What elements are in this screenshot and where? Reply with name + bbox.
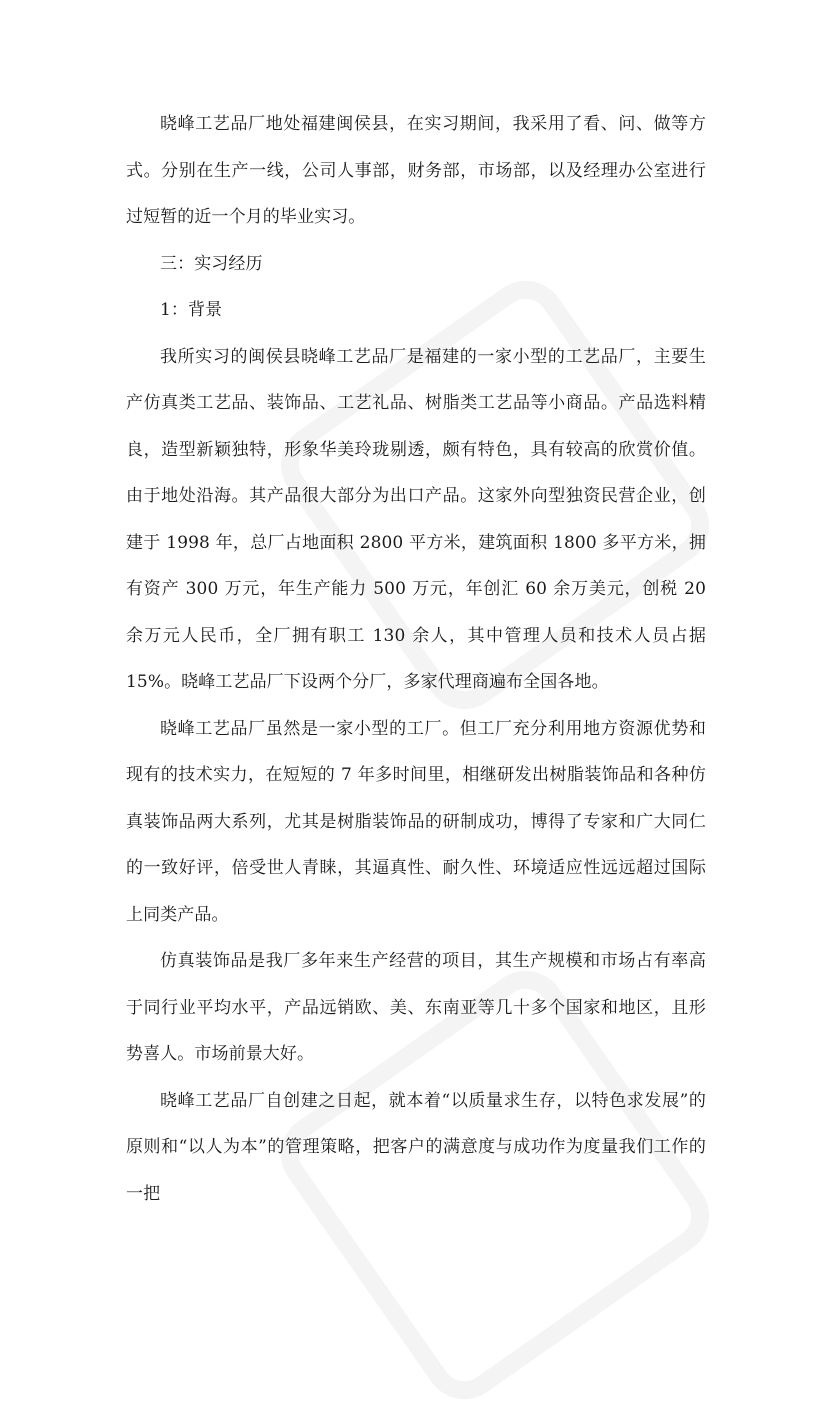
section-heading: 三：实习经历 [160, 253, 263, 274]
subsection-heading: 1：背景 [160, 300, 223, 320]
paragraph-technology: 晓峰工艺品厂虽然是一家小型的工厂。但工厂充分利用地方资源优势和现有的技术实力，在短短的 7 年多时间里，相继研发出树脂装饰品和各种仿真装饰品两大系列，尤其是树脂装饰品的研制成功，博得了专家和广大同仁的一致好评，倍受世人青睐，其逼真性、耐久性、环境适应性远远超过国际上同类产品。 [126, 718, 706, 925]
paragraph-principles: 晓峰工艺品厂自创建之日起，就本着“以质量求生存，以特色求发展”的原则和“以人为本”的管理策略，把客户的满意度与成功作为度量我们工作的一把 [126, 1090, 706, 1204]
paragraph-products: 仿真装饰品是我厂多年来生产经营的项目，其生产规模和市场占有率高于同行业平均水平，产品远销欧、美、东南亚等几十多个国家和地区，且形势喜人。市场前景大好。 [126, 951, 706, 1064]
paragraph-intro: 晓峰工艺品厂地处福建闽侯县，在实习期间，我采用了看、问、做等方式。分别在生产一线，公司人事部，财务部，市场部，以及经理办公室进行过短暂的近一个月的毕业实习。 [126, 114, 706, 227]
paragraph-background: 我所实习的闽侯县晓峰工艺品厂是福建的一家小型的工艺品厂，主要生产仿真类工艺品、装饰品、工艺礼品、树脂类工艺品等小商品。产品选料精良，造型新颖独特，形象华美玲珑剔透，颇有特色，具有较高的欣赏价值。由于地处沿海。其产品很大部分为出口产品。这家外向型独资民营企业，创建于 1998 年，总厂占地面积 2800 平方米，建筑面积 1800 多平方米，拥有资产 300 万元，年生产能力 500 万元，年创汇 60 余万美元，创税 20 余万元人民币，全厂拥有职工 130 余人，其中管理人员和技术人员占据 15%。晓峰工艺品厂下设两个分厂，多家代理商遍布全国各地。 [126, 346, 706, 692]
body-text [126, 101, 706, 1217]
